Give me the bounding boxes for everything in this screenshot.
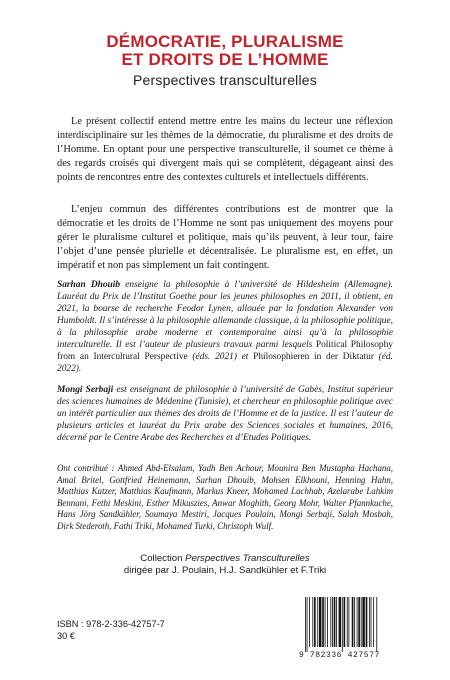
barcode-bar [312,597,313,647]
bio-dhouib-text-3: (éd. 2022). [57,352,393,374]
isbn-block [57,618,165,642]
description-paragraph-1: Le présent collectif entend mettre entre les mains du lecteur une réflexion interdisciplinaire sur les thèmes de la démocratie, du pluralisme et des droits de l’Homme. En optant pour une perspective transculturelle, il soumet ce thème à des regards croisés qui divergent mais qui se complètent, dégageant ainsi des points de rencontres entre des contextes culturels et intellectuels différents. [57,116,393,183]
barcode-bar [325,597,326,647]
barcode-bar [307,597,308,652]
author-bio-dhouib [57,279,393,375]
barcode-bar [362,597,364,647]
barcode-bar [322,597,324,647]
barcode-bar [357,597,358,647]
barcode-bar [336,597,337,647]
bio-dhouib-work-2: Philosophieren in der Diktatur [253,352,374,362]
barcode-bar [314,597,316,647]
author-bio-serbaji [57,384,393,444]
bio-serbaji-text-1: est enseignant de philosophie à l’université de Gabès, Institut supérieur des sciences humaines de Médenine (Tunisie), et chercheur en philosophie politique avec un intérêt particulier aux thèmes des droits de l’Homme et de la justice. Il est l’auteur de plusieurs articles et lauréat du Prix arabe des Sciences sociales et humaines, 2016, décerné par le Centre Arabe des Recherches et d’Etudes Politiques. [57,385,393,443]
barcode-bar [332,597,333,647]
barcode-bar [373,597,374,647]
barcode-bar [354,597,355,647]
barcode-bar [376,597,377,652]
bio-dhouib-work-1: Political Philosophy from an Intercultural Perspective [57,340,393,362]
barcode-bar [369,597,370,647]
collection-line [0,553,450,565]
author-name-serbaji: Mongi Serbaji [57,385,114,395]
barcode-digits: 9 782336 427577 [299,651,381,660]
barcode-bar [344,597,346,647]
collection-name: Perspectives Transculturelles [185,553,310,564]
barcode-bar [339,597,341,647]
barcode-bar [309,597,310,647]
author-name-dhouib: Sarhan Dhouib [57,280,121,290]
barcode [299,597,403,661]
barcode-bar [327,597,328,647]
title-line-2: ET DROITS DE L’HOMME [121,50,329,69]
bio-dhouib-text-2: (éds. 2021) et [187,352,254,362]
contributors-list: Ont contribué : Ahmed Abd-Elsalam, Yadh Ben Achour, Mounira Ben Mustapha Hachana, Amal Britel, Gottfried Heinemann, Sarhan Dhouib, Mohsen Elkhouni, Henning Hahn, Matthias Katzer, Matthias Kaufmann, Markus Kneer, Mohamed Lachhab, Azelarabe Lahkim Bennani, Fethi Meskini, Esther Mikuszies, Anwar Moghith, Georg Mohr, Walter Pfannkuche, Hans Jörg Sandkühler, Soumaya Mestiri, Jacques Poulain, Mongi Serbaji, Salah Mosbah, Dirk Stederoth, Fathi Triki, Mohamed Turki, Christoph Wulf. [57,463,393,531]
barcode-bar [352,597,354,647]
isbn-number: ISBN : 978-2-336-42757-7 [57,619,165,629]
price: 30 € [57,631,75,641]
collection-info [0,553,450,577]
barcode-bar [358,597,360,647]
barcode-bar [348,597,349,647]
barcode-bar [319,597,321,647]
book-subtitle: Perspectives transculturelles [133,72,317,88]
barcode-bars [305,597,401,652]
barcode-bar [342,597,343,652]
collection-directors: dirigée par J. Poulain, H.J. Sandkühler et F.Triki [123,565,327,576]
barcode-bar [330,597,331,647]
barcode-bar [361,597,362,647]
barcode-bar [305,597,306,652]
barcode-bar [366,597,368,647]
barcode-bar [317,597,318,647]
description-paragraph-2: L’enjeu commun des différentes contributions est de montrer que la démocratie et les droits de l’Homme ne sont pas uniquement des moyens pour gérer le pluralisme culturel et politique, mais qu’ils peuvent, à leur tour, faire l’objet d’une pensée plurielle et décentralisée. Le pluralisme est, en effet, un impératif et non pas simplement un fait contingent. [57,204,393,271]
book-title [0,33,450,69]
title-line-1: DÉMOCRATIE, PLURALISME [106,32,344,51]
barcode-bar [334,597,336,647]
barcode-bar [347,597,348,647]
collection-prefix: Collection [140,553,186,564]
barcode-bar [371,597,372,647]
bio-dhouib-text-1: enseigne la philosophie à l’université de Hildesheim (Allemagne). Lauréat du Prix de l’Institut Goethe pour les jeunes philosophes en 2011, il obtient, en 2021, la bourse de recherche Feodor Lynen, allouée par la fondation Alexander von Humboldt. Il s’intéresse à la philosophie allemande classique, à la philosophie politique, à la philosophie arabe moderne et contemporaine ainsi qu’à la philosophie interculturelle. Il est l’auteur de plusieurs travaux parmi lesquels [57,280,394,350]
